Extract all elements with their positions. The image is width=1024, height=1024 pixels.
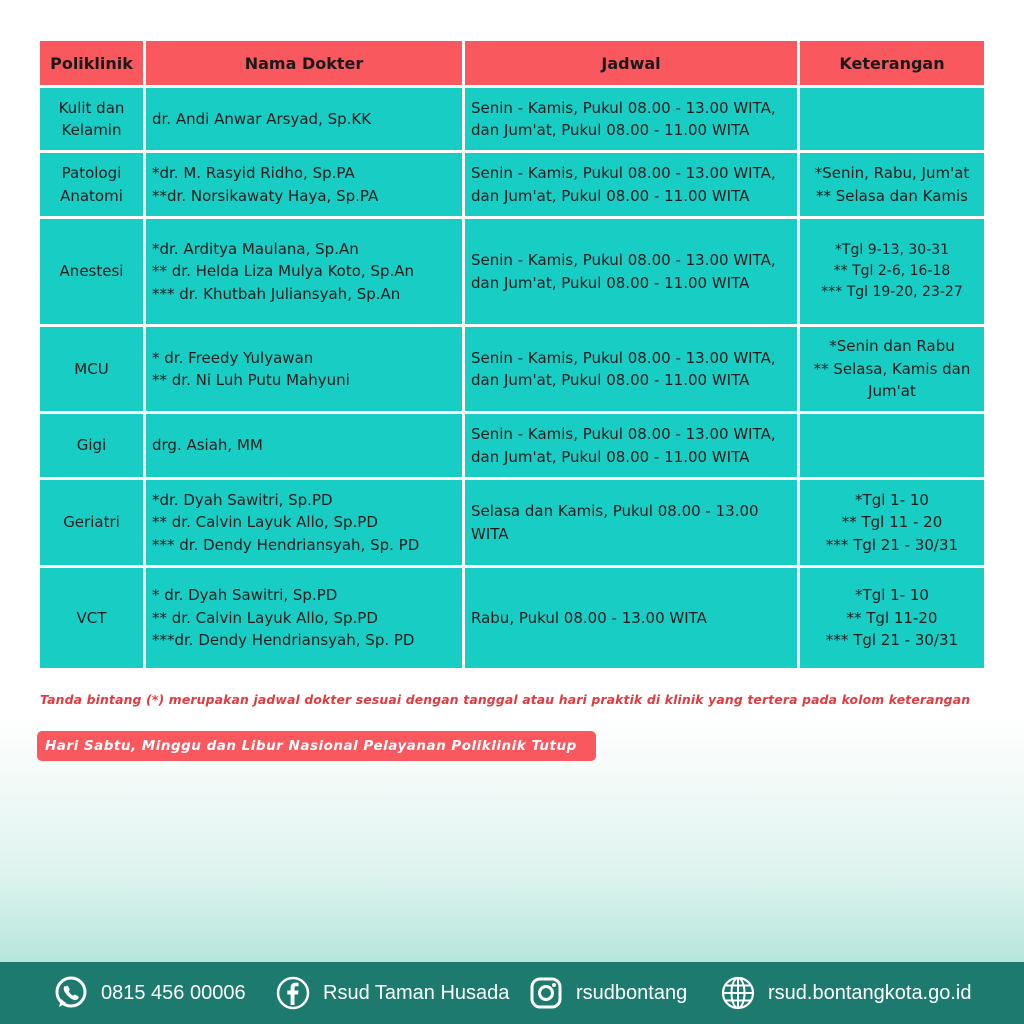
dokter-text: ***dr. Dendy Hendriansyah, Sp. PD <box>152 631 415 650</box>
keterangan-cell <box>800 153 984 216</box>
dokter-cell <box>146 480 462 565</box>
table-row <box>40 480 984 565</box>
keterangan-text: *Tgl 1- 10 <box>855 490 929 509</box>
jadwal-text: dan Jum'at, Pukul 08.00 - 11.00 WITA <box>471 447 750 466</box>
poli-cell <box>40 414 143 477</box>
keterangan-text: *** Tgl 21 - 30/31 <box>825 535 959 554</box>
dokter-text: * dr. Dyah Sawitri, Sp.PD <box>152 586 338 605</box>
footer-instagram[interactable] <box>528 962 687 1024</box>
facebook-name: Rsud Taman Husada <box>323 981 510 1004</box>
footer-website[interactable] <box>720 962 972 1024</box>
dokter-text: dr. Andi Anwar Arsyad, Sp.KK <box>152 109 372 128</box>
dokter-text: ** dr. Calvin Layuk Allo, Sp.PD <box>152 608 378 627</box>
poli-cell <box>40 327 143 411</box>
keterangan-cell <box>800 568 984 668</box>
keterangan-text: ** Selasa, Kamis dan <box>813 359 971 378</box>
keterangan-text: ** Tgl 11 - 20 <box>841 513 943 532</box>
phone-number: 0815 456 00006 <box>101 981 246 1004</box>
dokter-text: * dr. Freedy Yulyawan <box>152 348 314 367</box>
footer-facebook[interactable] <box>275 962 509 1024</box>
poli-cell <box>40 480 143 565</box>
globe-icon <box>720 975 756 1011</box>
table-row <box>40 153 984 216</box>
jadwal-cell <box>465 480 797 565</box>
footer-phone[interactable] <box>53 962 246 1024</box>
keterangan-cell <box>800 219 984 324</box>
header-nama-dokter: Nama Dokter <box>146 41 462 85</box>
jadwal-cell <box>465 414 797 477</box>
dokter-text: drg. Asiah, MM <box>152 436 263 455</box>
poli-cell <box>40 153 143 216</box>
dokter-text: *dr. M. Rasyid Ridho, Sp.PA <box>152 164 355 182</box>
closed-notice-banner: Hari Sabtu, Minggu dan Libur Nasional Pelayanan Poliklinik Tutup <box>37 731 596 761</box>
dokter-text: ** dr. Ni Luh Putu Mahyuni <box>152 371 350 389</box>
poli-cell <box>40 219 143 324</box>
jadwal-text: Senin - Kamis, Pukul 08.00 - 13.00 WITA, <box>471 98 776 117</box>
jadwal-cell <box>465 327 797 411</box>
jadwal-text: dan Jum'at, Pukul 08.00 - 11.00 WITA <box>471 273 750 292</box>
table-row <box>40 88 984 150</box>
poli-text: Geriatri <box>63 513 120 532</box>
keterangan-text: *** Tgl 19-20, 23-27 <box>821 284 963 300</box>
jadwal-text: WITA <box>471 524 509 543</box>
jadwal-text: Selasa dan Kamis, Pukul 08.00 - 13.00 <box>471 502 759 520</box>
dokter-cell <box>146 219 462 324</box>
keterangan-text: *Tgl 9-13, 30-31 <box>834 242 950 258</box>
poli-text: VCT <box>76 608 107 627</box>
jadwal-cell <box>465 568 797 668</box>
poli-cell <box>40 88 143 150</box>
jadwal-text: Rabu, Pukul 08.00 - 13.00 WITA <box>471 608 707 627</box>
jadwal-text: Senin - Kamis, Pukul 08.00 - 13.00 WITA, <box>471 164 776 182</box>
instagram-icon <box>528 975 564 1011</box>
whatsapp-icon <box>53 975 89 1011</box>
jadwal-text: dan Jum'at, Pukul 08.00 - 11.00 WITA <box>471 121 750 139</box>
poli-text: Kulit dan <box>58 98 125 117</box>
jadwal-cell <box>465 219 797 324</box>
website-url: rsud.bontangkota.go.id <box>768 981 972 1004</box>
jadwal-text: Senin - Kamis, Pukul 08.00 - 13.00 WITA, <box>471 251 776 269</box>
instagram-handle: rsudbontang <box>576 981 688 1004</box>
dokter-text: *** dr. Dendy Hendriansyah, Sp. PD <box>152 535 420 554</box>
dokter-cell <box>146 568 462 668</box>
keterangan-text: ** Selasa dan Kamis <box>816 186 968 205</box>
header-jadwal: Jadwal <box>465 41 797 85</box>
keterangan-cell <box>800 327 984 411</box>
jadwal-text: dan Jum'at, Pukul 08.00 - 11.00 WITA <box>471 186 750 205</box>
poli-text: MCU <box>74 359 109 378</box>
keterangan-text: *Senin, Rabu, Jum'at <box>814 164 970 182</box>
dokter-text: ** dr. Calvin Layuk Allo, Sp.PD <box>152 513 378 532</box>
poli-text: Anatomi <box>60 186 123 205</box>
table-row <box>40 568 984 668</box>
keterangan-cell <box>800 480 984 565</box>
keterangan-text: *Senin dan Rabu <box>829 337 955 356</box>
keterangan-text: Jum'at <box>868 382 916 401</box>
header-poliklinik: Poliklinik <box>40 41 143 85</box>
poli-cell <box>40 568 143 668</box>
dokter-text: ** dr. Helda Liza Mulya Koto, Sp.An <box>152 262 415 281</box>
poli-text: Patologi <box>61 164 122 182</box>
contact-footer <box>0 962 1024 1024</box>
keterangan-text: ** Tgl 2-6, 16-18 <box>833 263 951 279</box>
table-header-row <box>40 41 984 85</box>
jadwal-cell <box>465 153 797 216</box>
keterangan-cell <box>800 88 984 150</box>
dokter-cell <box>146 414 462 477</box>
dokter-cell <box>146 327 462 411</box>
dokter-text: *dr. Dyah Sawitri, Sp.PD <box>152 490 333 509</box>
table-row <box>40 219 984 324</box>
table-row <box>40 327 984 411</box>
keterangan-text: *Tgl 1- 10 <box>855 586 929 605</box>
keterangan-cell <box>800 414 984 477</box>
dokter-text: *** dr. Khutbah Juliansyah, Sp.An <box>152 284 401 303</box>
header-keterangan: Keterangan <box>800 41 984 85</box>
poli-text: Kelamin <box>61 121 122 139</box>
table-row <box>40 414 984 477</box>
keterangan-text: ** Tgl 11-20 <box>846 608 938 627</box>
asterisk-note: Tanda bintang (*) merupakan jadwal dokter sesuai dengan tanggal atau hari praktik di klinik yang tertera pada kolom keterangan <box>40 692 971 707</box>
poli-text: Gigi <box>76 436 107 455</box>
facebook-icon <box>275 975 311 1011</box>
jadwal-text: dan Jum'at, Pukul 08.00 - 11.00 WITA <box>471 371 750 389</box>
jadwal-text: Senin - Kamis, Pukul 08.00 - 13.00 WITA, <box>471 348 776 367</box>
schedule-table <box>37 38 987 671</box>
dokter-text: **dr. Norsikawaty Haya, Sp.PA <box>152 186 379 205</box>
dokter-cell <box>146 153 462 216</box>
keterangan-text: *** Tgl 21 - 30/31 <box>825 631 959 650</box>
jadwal-text: Senin - Kamis, Pukul 08.00 - 13.00 WITA, <box>471 425 776 443</box>
dokter-cell <box>146 88 462 150</box>
jadwal-cell <box>465 88 797 150</box>
dokter-text: *dr. Arditya Maulana, Sp.An <box>152 239 359 258</box>
poli-text: Anestesi <box>59 262 124 281</box>
